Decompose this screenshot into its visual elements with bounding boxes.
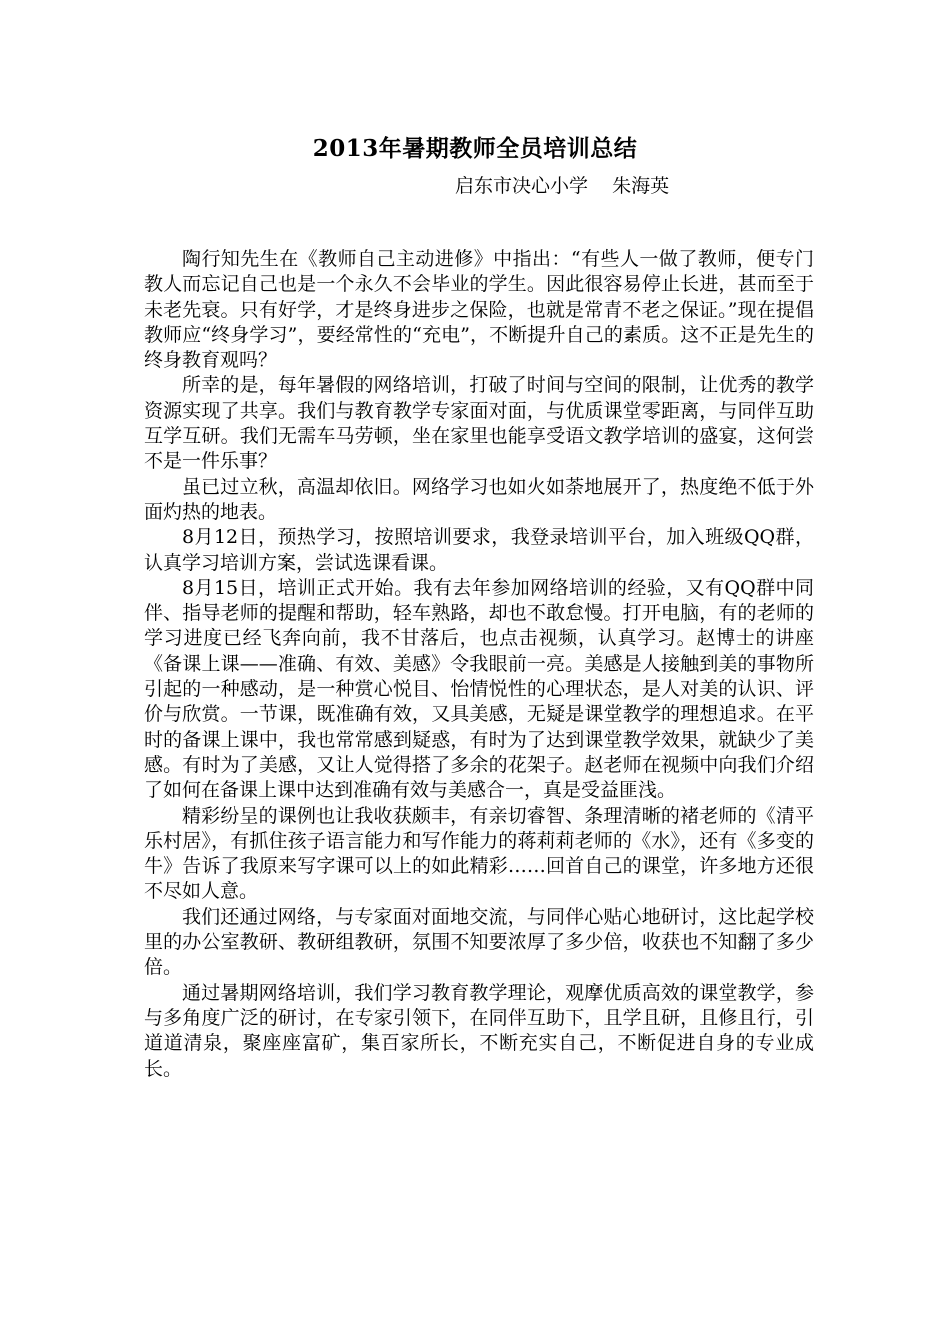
- paragraph: 8月15日，培训正式开始。我有去年参加网络培训的经验，又有QQ群中同伴、指导老师的提醒和帮助，轻车熟路，却也不敢怠慢。打开电脑，有的老师的学习进度已经飞奔向前，我不甘落后，也点击视频，认真学习。赵博士的讲座《备课上课——准确、有效、美感》令我眼前一亮。美感是人接触到美的事物所引起的一种感动，是一种赏心悦目、怡情悦性的心理状态，是人对美的认识、评价与欣赏。一节课，既准确有效，又具美感，无疑是课堂教学的理想追求。在平时的备课上课中，我也常常感到疑惑，有时为了达到课堂教学效果，就缺少了美感。有时为了美感，又让人觉得搭了多余的花架子。赵老师在视频中向我们介绍了如何在备课上课中达到准确有效与美感合一，真是受益匪浅。: [144, 576, 814, 802]
- document-body: [144, 247, 814, 1082]
- paragraph: 通过暑期网络培训，我们学习教育教学理论，观摩优质高效的课堂教学，参与多角度广泛的研讨，在专家引领下，在同伴互助下，且学且研，且修且行，引道道清泉，聚座座富矿，集百家所长，不断充实自己，不断促进自身的专业成长。: [144, 981, 814, 1080]
- author-byline: 启东市决心小学 朱海英: [455, 175, 670, 197]
- paragraph: 陶行知先生在《教师自己主动进修》中指出：“有些人一做了教师，便专门教人而忘记自己也是一个永久不会毕业的学生。因此很容易停止长进，甚而至于未老先衰。只有好学，才是终身进步之保险，也就是常青不老之保证。”现在提倡教师应“终身学习”，要经常性的“充电”，不断提升自己的素质。这不正是先生的终身教育观吗？: [144, 248, 814, 372]
- document-title: 2013年暑期教师全员培训总结: [312, 135, 638, 162]
- paragraph: 精彩纷呈的课例也让我收获颇丰，有亲切睿智、条理清晰的褚老师的《清平乐村居》，有抓住孩子语言能力和写作能力的蒋莉莉老师的《水》，还有《多变的牛》告诉了我原来写字课可以上的如此精彩……回首自己的课堂，许多地方还很不尽如人意。: [144, 804, 814, 903]
- paragraph: 我们还通过网络，与专家面对面地交流，与同伴心贴心地研讨，这比起学校里的办公室教研、教研组教研，氛围不知要浓厚了多少倍，收获也不知翻了多少倍。: [144, 905, 814, 979]
- paragraph: 8月12日，预热学习，按照培训要求，我登录培训平台，加入班级QQ群，认真学习培训方案，尝试选课看课。: [144, 526, 814, 574]
- paragraph: 虽已过立秋，高温却依旧。网络学习也如火如荼地展开了，热度绝不低于外面灼热的地表。: [144, 475, 814, 523]
- paragraph: 所幸的是，每年暑假的网络培训，打破了时间与空间的限制，让优秀的教学资源实现了共享。我们与教育教学专家面对面，与优质课堂零距离，与同伴互助互学互研。我们无需车马劳顿，坐在家里也能享受语文教学培训的盛宴，这何尝不是一件乐事？: [144, 374, 814, 473]
